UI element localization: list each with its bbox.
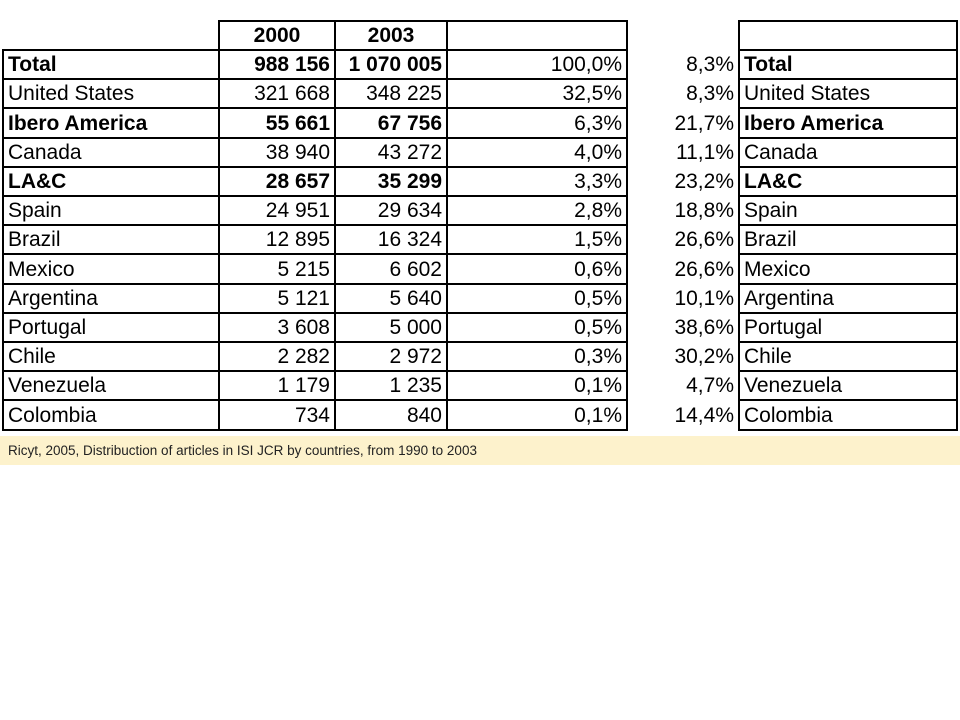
row-value-2003: 5 640 <box>334 283 448 314</box>
row-value-2000: 55 661 <box>218 107 336 139</box>
row-value-2003: 348 225 <box>334 78 448 109</box>
year-2003-header: 2003 <box>334 20 448 51</box>
row-share: 1,5% <box>446 224 628 255</box>
row-value-2003: 16 324 <box>334 224 448 255</box>
row-value-2003: 43 272 <box>334 137 448 168</box>
row-share: 6,3% <box>446 107 628 139</box>
source-text: Ricyt, 2005, Distribuction of articles in ISI JCR by countries, from 1990 to 2003 <box>8 443 477 458</box>
row-value-2000: 38 940 <box>218 137 336 168</box>
row-share: 32,5% <box>446 78 628 109</box>
name-repeat-header <box>738 20 958 51</box>
row-name: Chile <box>2 341 220 372</box>
row-value-2000: 28 657 <box>218 166 336 197</box>
row-name-repeat: United States <box>738 78 958 109</box>
share-header <box>446 20 628 51</box>
row-name: Canada <box>2 137 220 168</box>
row-name: Spain <box>2 195 220 226</box>
row-name-repeat: Spain <box>738 195 958 226</box>
row-value-2000: 734 <box>218 399 336 431</box>
row-name: Venezuela <box>2 370 220 401</box>
row-name-repeat: LA&C <box>738 166 958 197</box>
row-name: Brazil <box>2 224 220 255</box>
row-growth: 4,7% <box>686 374 734 397</box>
row-growth: 14,4% <box>674 403 734 427</box>
row-name-repeat: Colombia <box>738 399 958 431</box>
row-growth: 8,3% <box>686 53 734 76</box>
row-value-2003: 5 000 <box>334 312 448 343</box>
row-value-2000: 12 895 <box>218 224 336 255</box>
row-value-2003: 29 634 <box>334 195 448 226</box>
row-name: Ibero America <box>2 107 220 139</box>
row-share: 3,3% <box>446 166 628 197</box>
row-growth: 18,8% <box>674 199 734 222</box>
row-value-2003: 1 070 005 <box>334 49 448 80</box>
row-growth: 10,1% <box>674 287 734 310</box>
row-name: Total <box>2 49 220 80</box>
source-note <box>0 436 960 465</box>
row-name-repeat: Argentina <box>738 283 958 314</box>
row-share: 0,1% <box>446 370 628 401</box>
row-share: 2,8% <box>446 195 628 226</box>
row-value-2000: 1 179 <box>218 370 336 401</box>
row-growth: 21,7% <box>674 111 734 135</box>
row-share: 0,6% <box>446 253 628 285</box>
row-growth: 26,6% <box>674 228 734 251</box>
row-value-2003: 6 602 <box>334 253 448 285</box>
row-growth: 23,2% <box>674 170 734 193</box>
row-name-repeat: Brazil <box>738 224 958 255</box>
row-name-repeat: Mexico <box>738 253 958 285</box>
row-name: Colombia <box>2 399 220 431</box>
row-name-repeat: Canada <box>738 137 958 168</box>
year-2000-header: 2000 <box>218 20 336 51</box>
row-name-repeat: Portugal <box>738 312 958 343</box>
row-value-2003: 2 972 <box>334 341 448 372</box>
row-value-2000: 5 215 <box>218 253 336 285</box>
row-value-2000: 5 121 <box>218 283 336 314</box>
row-value-2000: 321 668 <box>218 78 336 109</box>
row-value-2003: 1 235 <box>334 370 448 401</box>
row-name-repeat: Chile <box>738 341 958 372</box>
row-value-2000: 2 282 <box>218 341 336 372</box>
row-value-2000: 988 156 <box>218 49 336 80</box>
row-growth: 38,6% <box>674 316 734 339</box>
row-share: 0,5% <box>446 312 628 343</box>
row-share: 4,0% <box>446 137 628 168</box>
row-name: Argentina <box>2 283 220 314</box>
row-value-2000: 24 951 <box>218 195 336 226</box>
row-value-2003: 35 299 <box>334 166 448 197</box>
row-name: LA&C <box>2 166 220 197</box>
row-growth: 30,2% <box>674 345 734 368</box>
row-name-repeat: Total <box>738 49 958 80</box>
row-share: 0,5% <box>446 283 628 314</box>
row-value-2003: 67 756 <box>334 107 448 139</box>
row-growth: 8,3% <box>686 82 734 105</box>
row-value-2000: 3 608 <box>218 312 336 343</box>
row-name-repeat: Ibero America <box>738 107 958 139</box>
row-name: Mexico <box>2 253 220 285</box>
row-value-2003: 840 <box>334 399 448 431</box>
row-name-repeat: Venezuela <box>738 370 958 401</box>
row-growth: 26,6% <box>674 257 734 281</box>
row-growth: 11,1% <box>676 141 734 164</box>
row-share: 100,0% <box>446 49 628 80</box>
row-share: 0,3% <box>446 341 628 372</box>
row-name: United States <box>2 78 220 109</box>
row-share: 0,1% <box>446 399 628 431</box>
row-name: Portugal <box>2 312 220 343</box>
